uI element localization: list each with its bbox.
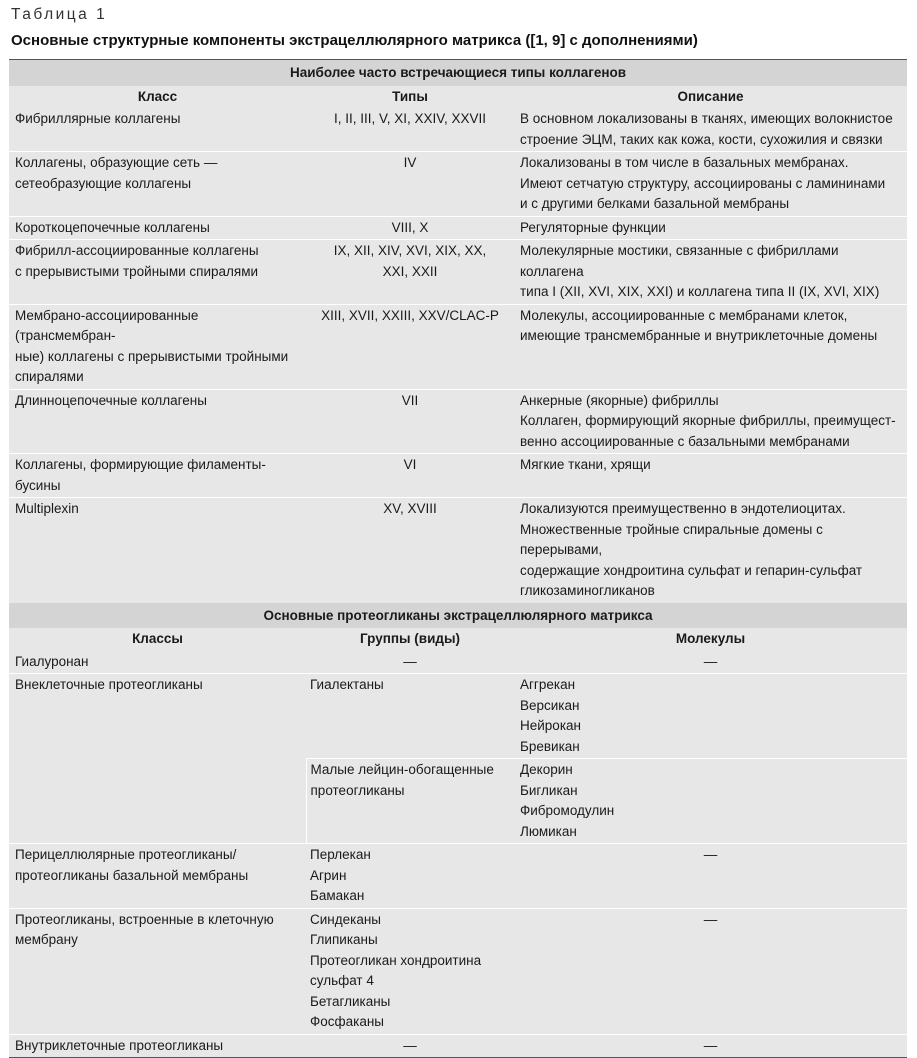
collagen-class-cell	[9, 152, 306, 217]
collagen-description-line: Имеют сетчатую структуру, ассоциированы с ламининами	[520, 175, 886, 191]
pg-group-line: Агрин	[310, 867, 347, 883]
collagen-types-line: VIII, X	[391, 219, 429, 235]
collagen-class-line: Коллагены, формирующие филаменты-бусины	[15, 457, 266, 493]
pg-molecule-line: Аггрекан	[520, 677, 576, 692]
collagen-types-cell	[306, 152, 514, 217]
collagen-description-cell	[514, 454, 907, 498]
pg-molecule-cell	[514, 759, 907, 844]
pg-class-cell: Внутриклеточные протеогликаны	[9, 1034, 306, 1057]
collagen-description-line: типа I (XII, XVI, XIX, XXI) и коллагена типа II (IX, XVI, XIX)	[520, 284, 880, 299]
pg-group-line: Бетагликаны	[310, 993, 391, 1009]
pg-class-cell: Внеклеточные протеогликаны	[9, 674, 306, 844]
pg-group-line: Глипиканы	[310, 932, 378, 947]
pg-group-cell	[306, 844, 514, 909]
table-row-pericellular	[9, 844, 907, 909]
pg-group-line: Синдеканы	[310, 911, 382, 927]
collagen-description-line: Коллаген, формирующий якорные фибриллы, преимущест-	[520, 413, 896, 428]
pg-group-line: Фосфаканы	[310, 1014, 385, 1029]
collagen-description-line: Локализованы в том числе в базальных мембранах.	[520, 155, 849, 170]
collagen-types-cell	[306, 304, 514, 389]
proteoglycans-column-headers	[9, 628, 907, 651]
collagen-description-cell	[514, 240, 907, 305]
collagen-description-line: и с другими белками базальной мембраны	[520, 196, 790, 211]
pg-molecule-cell: —	[514, 844, 907, 909]
collagen-description-line: Мягкие ткани, хрящи	[520, 457, 651, 472]
pg-class-line: протеогликаны базальной мембраны	[15, 867, 249, 883]
table-title: Основные структурные компоненты экстрацеллюлярного матрикса ([1, 9] с дополнениями)	[11, 32, 698, 49]
collagen-types-cell	[306, 498, 514, 603]
collagen-description-line: строение ЭЦМ, таких как кожа, кости, сухожилия и связки	[520, 131, 883, 147]
pg-group-cell: —	[306, 1034, 514, 1057]
collagen-class-line: спиралями	[15, 369, 84, 384]
pg-group-line: сульфат 4	[310, 973, 374, 988]
collagen-description-line: гликозаминогликанов	[520, 583, 655, 598]
collagen-description-cell	[514, 389, 907, 454]
pg-molecule-line: Люмикан	[520, 823, 577, 839]
collagen-types-cell	[306, 240, 514, 305]
pg-class-cell	[9, 908, 306, 1034]
collagen-description-line: Регуляторные функции	[520, 219, 666, 235]
collagen-class-line: Фибрилл-ассоциированные коллагены	[15, 243, 259, 258]
pg-molecule-line: Версикан	[520, 697, 580, 713]
table-row	[9, 152, 907, 217]
collagens-column-headers	[9, 86, 907, 109]
column-header-types: Типы	[306, 86, 514, 109]
collagen-types-line: I, II, III, V, XI, XXIV, XXVII	[333, 111, 487, 126]
pg-group-line: Малые лейцин-обогащенные	[310, 762, 494, 777]
collagen-class-cell	[9, 304, 306, 389]
pg-group-cell	[306, 674, 514, 759]
table-row	[9, 108, 907, 152]
collagen-description-line: венно ассоциированные с базальными мембранами	[520, 433, 850, 449]
pg-class-line: мембрану	[15, 932, 78, 947]
collagen-class-line: Фибриллярные коллагены	[15, 111, 181, 126]
pg-class-cell	[9, 844, 306, 909]
collagen-class-line: Мембрано-ассоциированные (трансмембран-	[15, 307, 199, 343]
collagen-description-line: имеющие трансмембранные и внутриклеточные домены	[520, 328, 878, 343]
collagens-section-header	[9, 60, 907, 86]
table-row	[9, 498, 907, 603]
collagen-description-line: Анкерные (якорные) фибриллы	[520, 392, 719, 408]
column-header-class: Класс	[9, 86, 306, 109]
table-row-extracellular	[9, 674, 907, 759]
components-table	[9, 59, 907, 1058]
collagen-types-cell	[306, 454, 514, 498]
pg-group-line: Перлекан	[310, 847, 371, 862]
pg-molecule-cell: —	[514, 908, 907, 1034]
column-header-description: Описание	[514, 86, 907, 109]
table-row-membrane	[9, 908, 907, 1034]
collagen-class-cell	[9, 498, 306, 603]
pg-group-line: Бамакан	[310, 888, 365, 903]
collagen-class-line: Короткоцепочечные коллагены	[15, 219, 210, 235]
table-row-intracellular	[9, 1034, 907, 1057]
collagen-class-cell	[9, 240, 306, 305]
table-row	[9, 304, 907, 389]
pg-group-line: Гиалектаны	[310, 677, 384, 692]
pg-molecule-cell	[514, 674, 907, 759]
pg-group-cell	[306, 759, 514, 844]
collagen-description-cell	[514, 152, 907, 217]
pg-molecule-cell: —	[514, 651, 907, 674]
collagen-description-cell	[514, 498, 907, 603]
pg-class-line: Протеогликаны, встроенные в клеточную	[15, 911, 274, 927]
collagen-class-line: Multiplexin	[15, 501, 79, 516]
collagen-description-cell	[514, 108, 907, 152]
collagen-description-line: Локализуются преимущественно в эндотелиоцитах.	[520, 501, 846, 516]
pg-molecule-line: Декорин	[520, 762, 573, 777]
collagen-types-cell	[306, 108, 514, 152]
proteoglycans-section-header	[9, 603, 907, 629]
pg-group-cell: —	[306, 651, 514, 674]
collagen-types-line: VI	[403, 457, 417, 472]
collagen-class-cell	[9, 454, 306, 498]
pg-class-line: Перицеллюлярные протеогликаны/	[15, 847, 237, 862]
collagen-types-line: IX, XII, XIV, XVI, XIX, XX,	[333, 243, 487, 258]
collagen-class-line: ные) коллагены с прерывистыми тройными	[15, 348, 289, 364]
column-header-groups: Группы (виды)	[306, 628, 514, 651]
collagen-description-cell	[514, 304, 907, 389]
pg-group-line: Протеогликан хондроитина	[310, 952, 482, 968]
collagen-types-cell	[306, 216, 514, 240]
collagen-description-line: содержащие хондроитина сульфат и гепарин-сульфат	[520, 562, 863, 578]
collagen-class-line: Коллагены, образующие сеть —	[15, 155, 218, 170]
table-caption: Таблица 1	[11, 6, 108, 23]
column-header-classes: Классы	[9, 628, 306, 651]
pg-class-cell: Гиалуронан	[9, 651, 306, 674]
collagens-section-title: Наиболее часто встречающиеся типы коллагенов	[9, 60, 907, 86]
collagen-class-cell	[9, 389, 306, 454]
collagen-description-line: Молекулярные мостики, связанные с фибриллами коллагена	[520, 243, 839, 279]
pg-molecule-line: Фибромодулин	[520, 803, 615, 818]
pg-molecule-cell: —	[514, 1034, 907, 1057]
collagen-class-cell	[9, 108, 306, 152]
table-row	[9, 240, 907, 305]
table-row	[9, 454, 907, 498]
collagen-types-cell	[306, 389, 514, 454]
collagen-types-line: IV	[403, 155, 417, 170]
pg-molecule-line: Бигликан	[520, 782, 578, 798]
column-header-molecules: Молекулы	[514, 628, 907, 651]
table-row	[9, 216, 907, 240]
collagen-description-line: В основном локализованы в тканях, имеющих волокнистое	[520, 111, 893, 126]
pg-molecule-line: Бревикан	[520, 738, 580, 754]
collagen-class-line: с прерывистыми тройными спиралями	[15, 263, 259, 279]
table-row	[9, 389, 907, 454]
collagen-class-cell	[9, 216, 306, 240]
collagen-class-line: сетеобразующие коллагены	[15, 175, 192, 191]
collagen-types-line: VII	[401, 392, 419, 408]
collagen-types-line: XIII, XVII, XXIII, XXV/CLAC-P	[321, 307, 499, 323]
collagen-description-cell	[514, 216, 907, 240]
collagen-class-line: Длинноцепочечные коллагены	[15, 392, 207, 408]
pg-molecule-line: Нейрокан	[520, 718, 581, 733]
proteoglycans-section-title: Основные протеогликаны экстрацеллюлярного матрикса	[9, 603, 907, 629]
collagen-description-line: Множественные тройные спиральные домены с перерывами,	[520, 521, 823, 557]
collagen-types-line: XXI, XXII	[382, 263, 438, 279]
collagen-types-line: XV, XVIII	[383, 501, 437, 516]
pg-group-line: протеогликаны	[310, 782, 405, 798]
collagen-description-line: Молекулы, ассоциированные с мембранами клеток,	[520, 307, 848, 323]
pg-group-cell	[306, 908, 514, 1034]
table-row-hyaluronan	[9, 651, 907, 674]
